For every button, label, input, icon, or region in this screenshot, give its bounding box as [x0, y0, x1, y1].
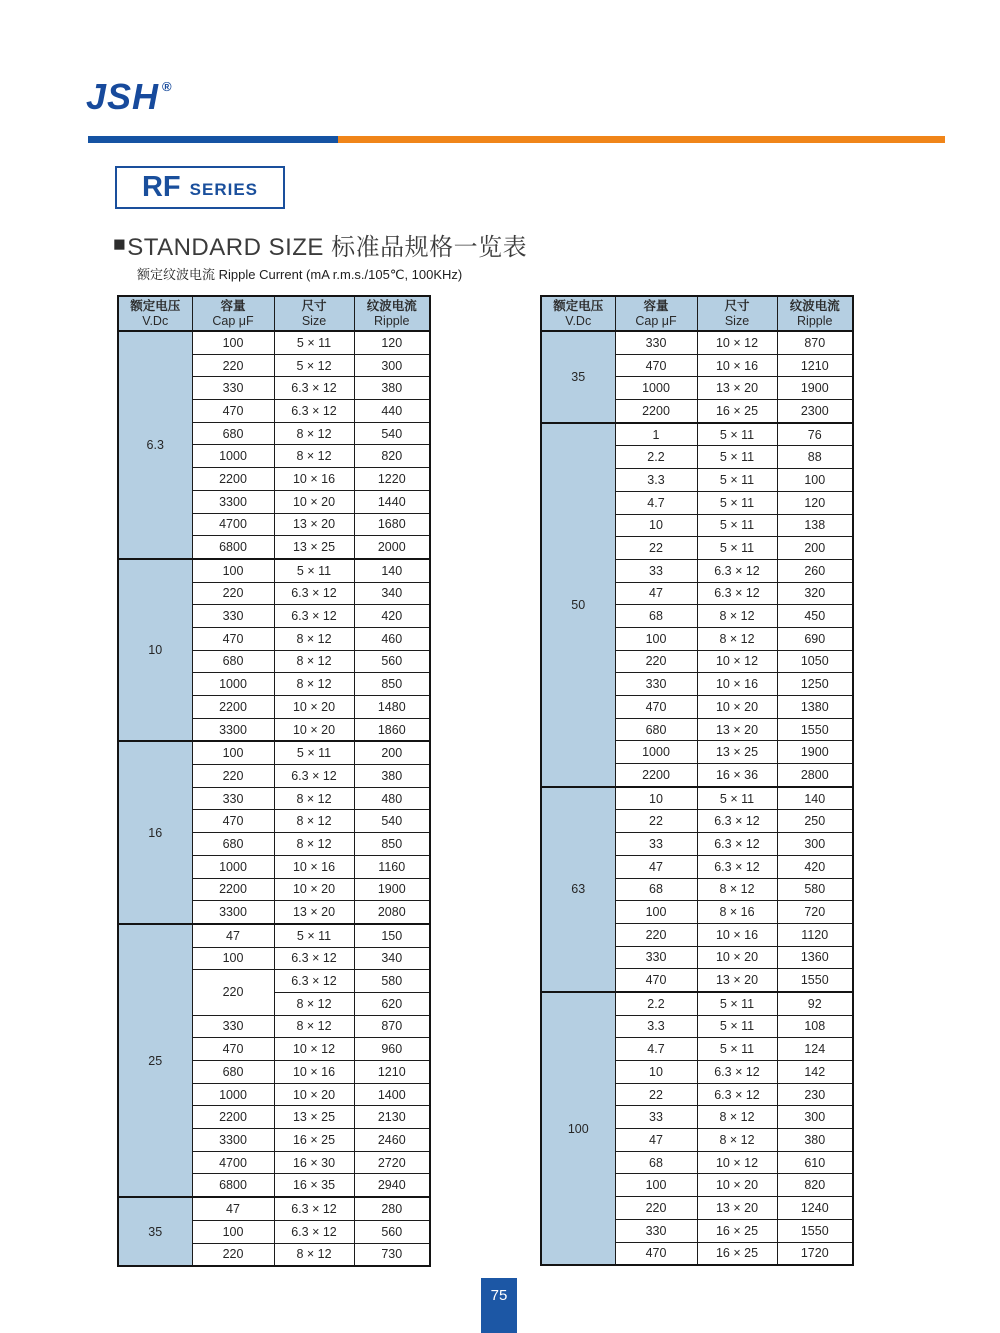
ripple-cell: 88 [777, 446, 853, 469]
size-cell: 6.3 × 12 [274, 377, 354, 400]
cap-cell: 1000 [192, 445, 274, 468]
ripple-cell: 1250 [777, 673, 853, 696]
cap-cell: 330 [192, 787, 274, 810]
cap-cell: 220 [192, 354, 274, 377]
voltage-cell: 6.3 [118, 331, 192, 559]
table-row [541, 331, 853, 354]
ripple-cell: 2080 [354, 901, 430, 924]
divider-rule [88, 136, 945, 143]
size-cell: 13 × 25 [697, 741, 777, 764]
size-cell: 6.3 × 12 [697, 810, 777, 833]
cap-cell: 3.3 [615, 469, 697, 492]
ripple-cell: 120 [354, 331, 430, 354]
ripple-cell: 250 [777, 810, 853, 833]
page-title-text: STANDARD SIZE 标准品规格一览表 [127, 234, 528, 261]
cap-cell: 1000 [192, 855, 274, 878]
size-cell: 5 × 11 [697, 514, 777, 537]
size-cell: 8 × 12 [274, 627, 354, 650]
size-cell: 13 × 20 [274, 901, 354, 924]
ripple-cell: 1550 [777, 718, 853, 741]
cap-cell: 680 [192, 833, 274, 856]
cap-cell: 470 [192, 627, 274, 650]
cap-cell: 1000 [192, 1083, 274, 1106]
ripple-cell: 200 [354, 741, 430, 764]
cap-cell: 2200 [615, 400, 697, 423]
ripple-cell: 138 [777, 514, 853, 537]
size-cell: 10 × 16 [697, 354, 777, 377]
ripple-cell: 200 [777, 537, 853, 560]
size-cell: 10 × 20 [274, 696, 354, 719]
cap-cell: 1 [615, 423, 697, 446]
table-row [118, 331, 430, 354]
size-cell: 16 × 25 [697, 1242, 777, 1265]
size-cell: 10 × 12 [697, 331, 777, 354]
ripple-cell: 450 [777, 605, 853, 628]
ripple-cell: 1220 [354, 468, 430, 491]
ripple-cell: 230 [777, 1083, 853, 1106]
ripple-cell: 540 [354, 422, 430, 445]
voltage-cell: 35 [541, 331, 615, 423]
ripple-cell: 850 [354, 673, 430, 696]
ripple-cell: 480 [354, 787, 430, 810]
cap-cell: 100 [192, 331, 274, 354]
size-cell: 10 × 20 [274, 1083, 354, 1106]
ripple-cell: 870 [777, 331, 853, 354]
cap-cell: 330 [615, 946, 697, 969]
cap-cell: 3.3 [615, 1015, 697, 1038]
ripple-cell: 340 [354, 947, 430, 970]
cap-cell: 3300 [192, 901, 274, 924]
cap-cell: 100 [615, 901, 697, 924]
cap-cell: 6800 [192, 1174, 274, 1197]
ripple-cell: 560 [354, 650, 430, 673]
cap-cell: 2200 [192, 696, 274, 719]
size-cell: 6.3 × 12 [274, 765, 354, 788]
ripple-cell: 1440 [354, 490, 430, 513]
size-cell: 8 × 16 [697, 901, 777, 924]
ripple-cell: 150 [354, 924, 430, 947]
size-cell: 6.3 × 12 [274, 582, 354, 605]
cap-cell: 33 [615, 1106, 697, 1129]
divider-rule-orange-segment [338, 136, 945, 143]
size-cell: 13 × 20 [697, 377, 777, 400]
size-cell: 8 × 12 [274, 445, 354, 468]
cap-cell: 470 [192, 400, 274, 423]
cap-cell: 220 [615, 1197, 697, 1220]
ripple-cell: 730 [354, 1243, 430, 1266]
ripple-cell: 1900 [354, 878, 430, 901]
cap-cell: 220 [192, 765, 274, 788]
brand-logo-text: JSH [86, 76, 160, 117]
ripple-cell: 1900 [777, 741, 853, 764]
series-name: RF [141, 171, 181, 203]
ripple-cell: 1380 [777, 696, 853, 719]
size-cell: 8 × 12 [697, 878, 777, 901]
ripple-cell: 580 [777, 878, 853, 901]
series-suffix: SERIES [189, 180, 259, 199]
cap-cell: 33 [615, 559, 697, 582]
size-cell: 6.3 × 12 [274, 1220, 354, 1243]
size-cell: 16 × 25 [697, 400, 777, 423]
cap-cell: 680 [192, 650, 274, 673]
size-cell: 5 × 11 [697, 1038, 777, 1061]
ripple-cell: 820 [777, 1174, 853, 1197]
header-row [541, 296, 853, 331]
ripple-cell: 140 [354, 559, 430, 582]
size-cell: 6.3 × 12 [697, 833, 777, 856]
cap-cell: 47 [615, 1129, 697, 1152]
size-cell: 16 × 25 [697, 1219, 777, 1242]
ripple-cell: 280 [354, 1197, 430, 1220]
ripple-cell: 380 [777, 1129, 853, 1152]
size-cell: 10 × 20 [274, 718, 354, 741]
size-cell: 6.3 × 12 [697, 559, 777, 582]
column-header: 额定电压 V.Dc [118, 296, 192, 331]
size-cell: 5 × 11 [697, 491, 777, 514]
size-cell: 10 × 20 [697, 946, 777, 969]
ripple-cell: 108 [777, 1015, 853, 1038]
size-cell: 10 × 16 [697, 923, 777, 946]
size-cell: 10 × 12 [697, 650, 777, 673]
page-number-badge [481, 1278, 517, 1333]
size-cell: 5 × 11 [697, 992, 777, 1015]
cap-cell: 47 [192, 924, 274, 947]
size-cell: 10 × 16 [274, 468, 354, 491]
ripple-cell: 420 [354, 605, 430, 628]
voltage-cell: 63 [541, 787, 615, 992]
ripple-cell: 1900 [777, 377, 853, 400]
ripple-cell: 420 [777, 855, 853, 878]
cap-cell: 1000 [192, 673, 274, 696]
series-title-box [115, 166, 285, 209]
cap-cell: 2200 [192, 878, 274, 901]
ripple-cell: 1680 [354, 513, 430, 536]
ripple-cell: 92 [777, 992, 853, 1015]
cap-cell: 330 [192, 377, 274, 400]
ripple-cell: 76 [777, 423, 853, 446]
ripple-current-subtitle: 额定纹波电流 Ripple Current (mA r.m.s./105℃, 100KHz) [137, 267, 463, 282]
size-cell: 13 × 25 [274, 1106, 354, 1129]
size-cell: 10 × 12 [274, 1038, 354, 1061]
cap-cell: 220 [615, 650, 697, 673]
cap-cell: 680 [192, 1061, 274, 1084]
ripple-cell: 620 [354, 992, 430, 1015]
ripple-cell: 2000 [354, 536, 430, 559]
size-cell: 13 × 20 [697, 718, 777, 741]
ripple-cell: 2800 [777, 764, 853, 787]
size-cell: 10 × 20 [274, 490, 354, 513]
size-cell: 13 × 20 [697, 1197, 777, 1220]
size-cell: 16 × 36 [697, 764, 777, 787]
voltage-cell: 100 [541, 992, 615, 1265]
ripple-cell: 380 [354, 765, 430, 788]
ripple-cell: 560 [354, 1220, 430, 1243]
size-cell: 8 × 12 [697, 605, 777, 628]
size-cell: 6.3 × 12 [274, 1197, 354, 1220]
cap-cell: 100 [192, 741, 274, 764]
ripple-cell: 1550 [777, 969, 853, 992]
cap-cell: 100 [192, 947, 274, 970]
cap-cell: 330 [615, 1219, 697, 1242]
size-cell: 16 × 35 [274, 1174, 354, 1197]
size-cell: 8 × 12 [697, 1129, 777, 1152]
cap-cell: 470 [615, 969, 697, 992]
ripple-cell: 610 [777, 1151, 853, 1174]
size-cell: 6.3 × 12 [697, 1061, 777, 1084]
ripple-cell: 100 [777, 469, 853, 492]
size-cell: 6.3 × 12 [697, 855, 777, 878]
cap-cell: 4700 [192, 513, 274, 536]
cap-cell: 10 [615, 514, 697, 537]
ripple-cell: 2720 [354, 1151, 430, 1174]
size-cell: 10 × 12 [697, 1151, 777, 1174]
cap-cell: 330 [615, 673, 697, 696]
column-header: 容量 Cap μF [615, 296, 697, 331]
ripple-cell: 1210 [777, 354, 853, 377]
column-header: 额定电压 V.Dc [541, 296, 615, 331]
column-header: 尺寸 Size [274, 296, 354, 331]
cap-cell: 330 [192, 1015, 274, 1038]
column-header: 容量 Cap μF [192, 296, 274, 331]
ripple-cell: 1050 [777, 650, 853, 673]
cap-cell: 470 [615, 354, 697, 377]
size-cell: 5 × 11 [697, 446, 777, 469]
size-cell: 6.3 × 12 [274, 970, 354, 993]
cap-cell: 4700 [192, 1151, 274, 1174]
ripple-cell: 142 [777, 1061, 853, 1084]
ripple-cell: 1160 [354, 855, 430, 878]
cap-cell: 68 [615, 878, 697, 901]
size-cell: 8 × 12 [274, 787, 354, 810]
cap-cell: 6800 [192, 536, 274, 559]
ripple-cell: 1480 [354, 696, 430, 719]
ripple-cell: 1400 [354, 1083, 430, 1106]
size-cell: 8 × 12 [274, 1243, 354, 1266]
voltage-cell: 16 [118, 741, 192, 924]
size-cell: 8 × 12 [274, 810, 354, 833]
cap-cell: 47 [192, 1197, 274, 1220]
ripple-cell: 1720 [777, 1242, 853, 1265]
ripple-current-table [117, 295, 431, 1267]
registered-trademark-icon: ® [162, 79, 173, 94]
cap-cell: 100 [615, 627, 697, 650]
cap-cell: 22 [615, 1083, 697, 1106]
ripple-cell: 690 [777, 627, 853, 650]
cap-cell: 470 [192, 1038, 274, 1061]
ripple-cell: 960 [354, 1038, 430, 1061]
ripple-cell: 1120 [777, 923, 853, 946]
size-cell: 8 × 12 [274, 422, 354, 445]
size-cell: 8 × 12 [274, 992, 354, 1015]
size-cell: 8 × 12 [274, 650, 354, 673]
cap-cell: 2.2 [615, 446, 697, 469]
cap-cell: 4.7 [615, 1038, 697, 1061]
size-cell: 6.3 × 12 [274, 400, 354, 423]
ripple-cell: 140 [777, 787, 853, 810]
voltage-cell: 25 [118, 924, 192, 1197]
size-cell: 10 × 16 [697, 673, 777, 696]
column-header: 纹波电流 Ripple [354, 296, 430, 331]
size-cell: 5 × 11 [274, 924, 354, 947]
cap-cell: 2200 [192, 1106, 274, 1129]
table-row [541, 992, 853, 1015]
size-cell: 16 × 30 [274, 1151, 354, 1174]
ripple-cell: 260 [777, 559, 853, 582]
cap-cell: 220 [192, 582, 274, 605]
cap-cell: 100 [192, 559, 274, 582]
cap-cell: 100 [615, 1174, 697, 1197]
size-cell: 5 × 11 [697, 423, 777, 446]
cap-cell: 470 [615, 696, 697, 719]
cap-cell: 2200 [192, 468, 274, 491]
ripple-cell: 1550 [777, 1219, 853, 1242]
size-cell: 5 × 11 [274, 741, 354, 764]
cap-cell: 3300 [192, 1129, 274, 1152]
cap-cell: 330 [615, 331, 697, 354]
ripple-cell: 820 [354, 445, 430, 468]
ripple-cell: 2300 [777, 400, 853, 423]
cap-cell: 680 [192, 422, 274, 445]
table-row [118, 741, 430, 764]
page-title [113, 227, 527, 262]
size-cell: 13 × 25 [274, 536, 354, 559]
size-cell: 8 × 12 [274, 673, 354, 696]
cap-cell: 22 [615, 537, 697, 560]
cap-cell: 47 [615, 582, 697, 605]
cap-cell: 68 [615, 1151, 697, 1174]
size-cell: 8 × 12 [274, 1015, 354, 1038]
ripple-cell: 850 [354, 833, 430, 856]
cap-cell: 220 [192, 970, 274, 1015]
size-cell: 8 × 12 [697, 627, 777, 650]
header-row [118, 296, 430, 331]
ripple-cell: 300 [777, 833, 853, 856]
size-cell: 8 × 12 [274, 833, 354, 856]
size-cell: 6.3 × 12 [274, 947, 354, 970]
size-cell: 8 × 12 [697, 1106, 777, 1129]
ripple-cell: 120 [777, 491, 853, 514]
table-row [118, 559, 430, 582]
column-header: 尺寸 Size [697, 296, 777, 331]
ripple-cell: 300 [354, 354, 430, 377]
cap-cell: 10 [615, 787, 697, 810]
ripple-cell: 340 [354, 582, 430, 605]
cap-cell: 470 [615, 1242, 697, 1265]
size-cell: 5 × 11 [697, 537, 777, 560]
ripple-cell: 2940 [354, 1174, 430, 1197]
ripple-cell: 1360 [777, 946, 853, 969]
cap-cell: 10 [615, 1061, 697, 1084]
page-number: 75 [490, 1287, 508, 1304]
column-header: 纹波电流 Ripple [777, 296, 853, 331]
cap-cell: 3300 [192, 490, 274, 513]
ripple-cell: 380 [354, 377, 430, 400]
size-cell: 6.3 × 12 [697, 582, 777, 605]
size-cell: 13 × 20 [697, 969, 777, 992]
cap-cell: 680 [615, 718, 697, 741]
ripple-cell: 540 [354, 810, 430, 833]
brand-logo [86, 76, 173, 118]
ripple-cell: 2130 [354, 1106, 430, 1129]
size-cell: 10 × 20 [274, 878, 354, 901]
ripple-cell: 460 [354, 627, 430, 650]
ripple-cell: 580 [354, 970, 430, 993]
ripple-cell: 2460 [354, 1129, 430, 1152]
square-bullet-icon: ■ [113, 232, 127, 256]
cap-cell: 47 [615, 855, 697, 878]
cap-cell: 1000 [615, 377, 697, 400]
cap-cell: 2.2 [615, 992, 697, 1015]
spec-table-right [540, 295, 854, 1266]
size-cell: 10 × 20 [697, 696, 777, 719]
cap-cell: 4.7 [615, 491, 697, 514]
size-cell: 5 × 11 [697, 1015, 777, 1038]
ripple-cell: 720 [777, 901, 853, 924]
spec-table-left [117, 295, 431, 1267]
table-row [118, 1197, 430, 1220]
voltage-cell: 10 [118, 559, 192, 742]
ripple-cell: 1210 [354, 1061, 430, 1084]
size-cell: 10 × 16 [274, 1061, 354, 1084]
voltage-cell: 50 [541, 423, 615, 787]
size-cell: 5 × 11 [274, 559, 354, 582]
ripple-cell: 870 [354, 1015, 430, 1038]
size-cell: 16 × 25 [274, 1129, 354, 1152]
cap-cell: 100 [192, 1220, 274, 1243]
size-cell: 13 × 20 [274, 513, 354, 536]
cap-cell: 220 [615, 923, 697, 946]
cap-cell: 1000 [615, 741, 697, 764]
size-cell: 10 × 16 [274, 855, 354, 878]
ripple-cell: 1240 [777, 1197, 853, 1220]
ripple-cell: 1860 [354, 718, 430, 741]
cap-cell: 330 [192, 605, 274, 628]
cap-cell: 3300 [192, 718, 274, 741]
cap-cell: 68 [615, 605, 697, 628]
ripple-cell: 300 [777, 1106, 853, 1129]
size-cell: 10 × 20 [697, 1174, 777, 1197]
divider-rule-blue-segment [88, 136, 338, 143]
cap-cell: 33 [615, 833, 697, 856]
table-row [541, 423, 853, 446]
cap-cell: 2200 [615, 764, 697, 787]
ripple-cell: 124 [777, 1038, 853, 1061]
cap-cell: 22 [615, 810, 697, 833]
table-row [541, 787, 853, 810]
size-cell: 5 × 11 [697, 787, 777, 810]
size-cell: 6.3 × 12 [697, 1083, 777, 1106]
ripple-cell: 320 [777, 582, 853, 605]
cap-cell: 220 [192, 1243, 274, 1266]
ripple-current-table [540, 295, 854, 1266]
voltage-cell: 35 [118, 1197, 192, 1266]
size-cell: 5 × 11 [697, 469, 777, 492]
size-cell: 5 × 11 [274, 331, 354, 354]
size-cell: 5 × 12 [274, 354, 354, 377]
ripple-cell: 440 [354, 400, 430, 423]
size-cell: 6.3 × 12 [274, 605, 354, 628]
table-row [118, 924, 430, 947]
cap-cell: 470 [192, 810, 274, 833]
